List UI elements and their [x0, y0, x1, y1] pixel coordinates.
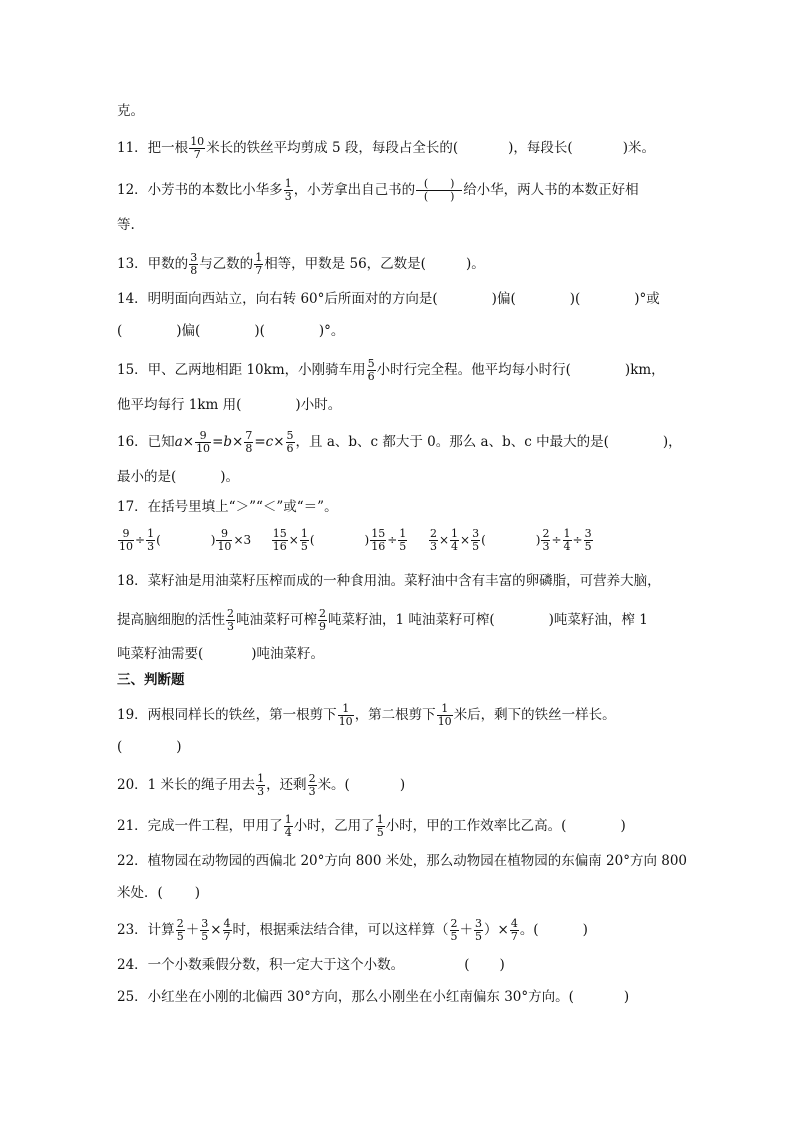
var-b: b	[223, 434, 233, 450]
text-line	[117, 216, 135, 234]
q-text: 吨油菜籽可榨	[236, 612, 317, 628]
operator: ×	[273, 434, 285, 450]
q-text: (	[117, 323, 123, 339]
q-text: )°。	[318, 323, 345, 339]
fraction: $\frac{4}{7}$	[223, 917, 231, 943]
compare-item-2: $\frac{15}{16}$ × $\frac{1}{5}$ ( ) $\frac{15}{16}$ ÷ $\frac{1}{5}$	[272, 527, 407, 553]
q-text: 20．1 米长的绳子用去	[117, 777, 256, 793]
q-text: 24．一个小数乘假分数，积一定大于这个小数。	[117, 957, 405, 973]
fraction: $\frac{4}{7}$	[510, 917, 518, 943]
question-18-cont2	[117, 645, 324, 663]
q-text: 最小的是(	[117, 469, 177, 485]
q-text: )	[499, 957, 505, 973]
question-20	[117, 773, 405, 798]
q-text: 米后，剩下的铁丝一样长。	[453, 707, 616, 723]
q-text: )偏(	[491, 291, 516, 307]
fraction: $\frac{1}{3}$	[257, 772, 265, 798]
fraction: $\frac{7}{8}$	[245, 429, 253, 455]
q-text: )偏(	[176, 323, 201, 339]
operator: ×	[182, 434, 195, 450]
q-text: 米长的铁丝平均剪成 5 段，每段占全长的(	[206, 140, 459, 156]
q-text: )	[176, 739, 182, 755]
line-text: 克。	[117, 103, 144, 119]
q-text: )，	[662, 434, 682, 450]
fraction: $\frac{1}{10}$	[338, 702, 353, 728]
fraction: $\frac{1}{10}$	[437, 702, 452, 728]
var-c: c	[265, 434, 274, 450]
q-text: )吨油菜籽。	[251, 646, 325, 662]
q-text: 与乙数的	[199, 256, 254, 272]
heading-text: 三、判断题	[117, 672, 185, 688]
fraction: $\frac{2}{5}$	[450, 917, 458, 943]
question-19-cont	[117, 738, 182, 756]
compare-item-3: $\frac{2}{3}$ × $\frac{1}{4}$ × $\frac{3}{5}$ ( ) $\frac{2}{3}$ ÷ $\frac{1}{4}$ ÷ $\frac{3}{5}$	[429, 527, 592, 553]
question-23	[117, 918, 588, 943]
q-text: ，且 a、b、c 都大于 0。那么 a、b、c 中最大的是(	[295, 434, 609, 450]
fraction: $\frac{3}{5}$	[201, 917, 209, 943]
q-text: 25．小红坐在小刚的北偏西 30°方向，那么小刚坐在小红南偏东 30°方向。(	[117, 989, 574, 1005]
question-12	[117, 178, 639, 203]
question-18-cont	[117, 608, 648, 633]
q-text: 19．两根同样长的铁丝，第一根剪下	[117, 707, 337, 723]
compare-item-1: $\frac{9}{10}$ ÷ $\frac{1}{3}$ ( ) $\frac{9}{10}$ ×3	[119, 527, 252, 553]
question-11	[117, 136, 655, 161]
q-text: )(	[569, 291, 581, 307]
q-text: 15．甲、乙两地相距 10km，小刚骑车用	[117, 362, 366, 378]
q-text: 12．小芳书的本数比小华多	[117, 182, 283, 198]
fraction: $\frac{1}{4}$	[284, 813, 292, 839]
fraction: $\frac{3}{8}$	[190, 251, 198, 277]
fraction: $\frac{2}{9}$	[319, 607, 326, 633]
compare-row	[117, 528, 594, 553]
q-text: 提高脑细胞的活性	[117, 612, 225, 628]
q-text: 。(	[519, 922, 539, 938]
operator: ×	[232, 434, 244, 450]
fraction-answer-blank[interactable]: $\frac{( )}{( )}$	[416, 178, 462, 203]
q-text: )	[620, 818, 626, 834]
fraction: $\frac{2}{3}$	[308, 772, 316, 798]
question-15-cont	[117, 396, 341, 414]
question-15	[117, 358, 665, 383]
q-text: ，还剩	[266, 777, 307, 793]
q-text: )。	[220, 469, 240, 485]
q-text: 相等，甲数是 56，乙数是(	[264, 256, 426, 272]
operator: =	[254, 434, 266, 450]
q-text: (	[464, 957, 470, 973]
q-text: 13．甲数的	[117, 256, 189, 272]
fraction: $\frac{3}{5}$	[475, 917, 482, 943]
q-text: 14．明明面向西站立，向右转 60°后所面对的方向是(	[117, 291, 438, 307]
q-text: 16．已知	[117, 434, 175, 450]
question-18	[117, 572, 661, 590]
q-text: ，小芳拿出自己书的	[293, 182, 416, 198]
q-text: 小时，乙用了	[293, 818, 375, 834]
q-text: )°或	[634, 291, 660, 307]
q-text: 他平均每行 1km 用(	[117, 397, 242, 413]
q-text: )	[194, 885, 201, 901]
q-text: 小时行完全程。他平均每小时行(	[376, 362, 571, 378]
q-text: 给小华，两人书的本数正好相	[463, 182, 639, 198]
fraction: $\frac{1}{5}$	[376, 813, 384, 839]
fraction: $\frac{1}{3}$	[284, 177, 292, 203]
q-text: 吨菜籽油需要(	[117, 646, 204, 662]
question-22	[117, 852, 687, 870]
q-text: 18．菜籽油是用油菜籽压榨而成的一种食用油。菜籽油中含有丰富的卵磷脂，可营养大脑，	[117, 573, 661, 589]
operator: ×	[210, 922, 222, 938]
fraction: $\frac{5}{6}$	[286, 429, 294, 455]
q-text: 小时，甲的工作效率比乙高。(	[385, 818, 567, 834]
q-text: )	[582, 922, 588, 938]
fraction: $\frac{2}{5}$	[176, 917, 184, 943]
fraction: $\frac{9}{10}$	[196, 429, 211, 455]
question-13	[117, 252, 485, 277]
q-text: )	[399, 777, 406, 793]
q-text: )(	[254, 323, 265, 339]
section-heading	[117, 671, 185, 689]
operator: ＋	[459, 922, 473, 938]
q-text: )	[623, 989, 630, 1005]
q-text: 米。(	[317, 777, 350, 793]
q-text: )，每段长(	[508, 140, 573, 156]
q-text: )km，	[624, 362, 665, 378]
q-text: )米。	[622, 140, 655, 156]
fraction: $\frac{1}{7}$	[255, 251, 263, 277]
question-19	[117, 703, 616, 728]
q-text: 17．在括号里填上“＞”“＜”或“＝”。	[117, 499, 338, 515]
fraction: $\frac{2}{3}$	[227, 607, 234, 633]
var-a: a	[174, 434, 183, 450]
q-text: 11．把一根	[117, 140, 189, 156]
q-text: 22．植物园在动物园的西偏北 20°方向 800 米处，那么动物园在植物园的东偏南 20°方向 800	[117, 853, 688, 869]
question-16	[117, 430, 682, 455]
q-text: ，第二根剪下	[354, 707, 436, 723]
q-text: (	[117, 739, 123, 755]
operator: =	[212, 434, 224, 450]
q-text: ）×	[484, 922, 509, 938]
question-22-cont	[117, 884, 200, 902]
question-17	[117, 498, 338, 516]
question-14	[117, 290, 660, 308]
q-text: )。	[465, 256, 485, 272]
fraction: $\frac{5}{6}$	[367, 357, 375, 383]
q-text: )小时。	[295, 397, 342, 413]
q-text: 23．计算	[117, 922, 175, 938]
question-24	[117, 956, 505, 974]
q-text: 时，根据乘法结合律，可以这样算（	[232, 922, 449, 938]
q-text: 米处．(	[117, 885, 163, 901]
question-21	[117, 814, 626, 839]
question-16-cont	[117, 468, 239, 486]
q-text: )吨菜籽油，榨 1	[548, 612, 648, 628]
q-text: 吨菜籽油，1 吨油菜籽可榨(	[328, 612, 495, 628]
question-25	[117, 988, 629, 1006]
text-line	[117, 102, 144, 120]
operator: ＋	[185, 922, 200, 938]
line-text: 等.	[117, 217, 135, 233]
fraction: $\frac{10}{7}$	[190, 135, 205, 161]
q-text: 21．完成一件工程，甲用了	[117, 818, 283, 834]
question-14-cont	[117, 322, 344, 340]
